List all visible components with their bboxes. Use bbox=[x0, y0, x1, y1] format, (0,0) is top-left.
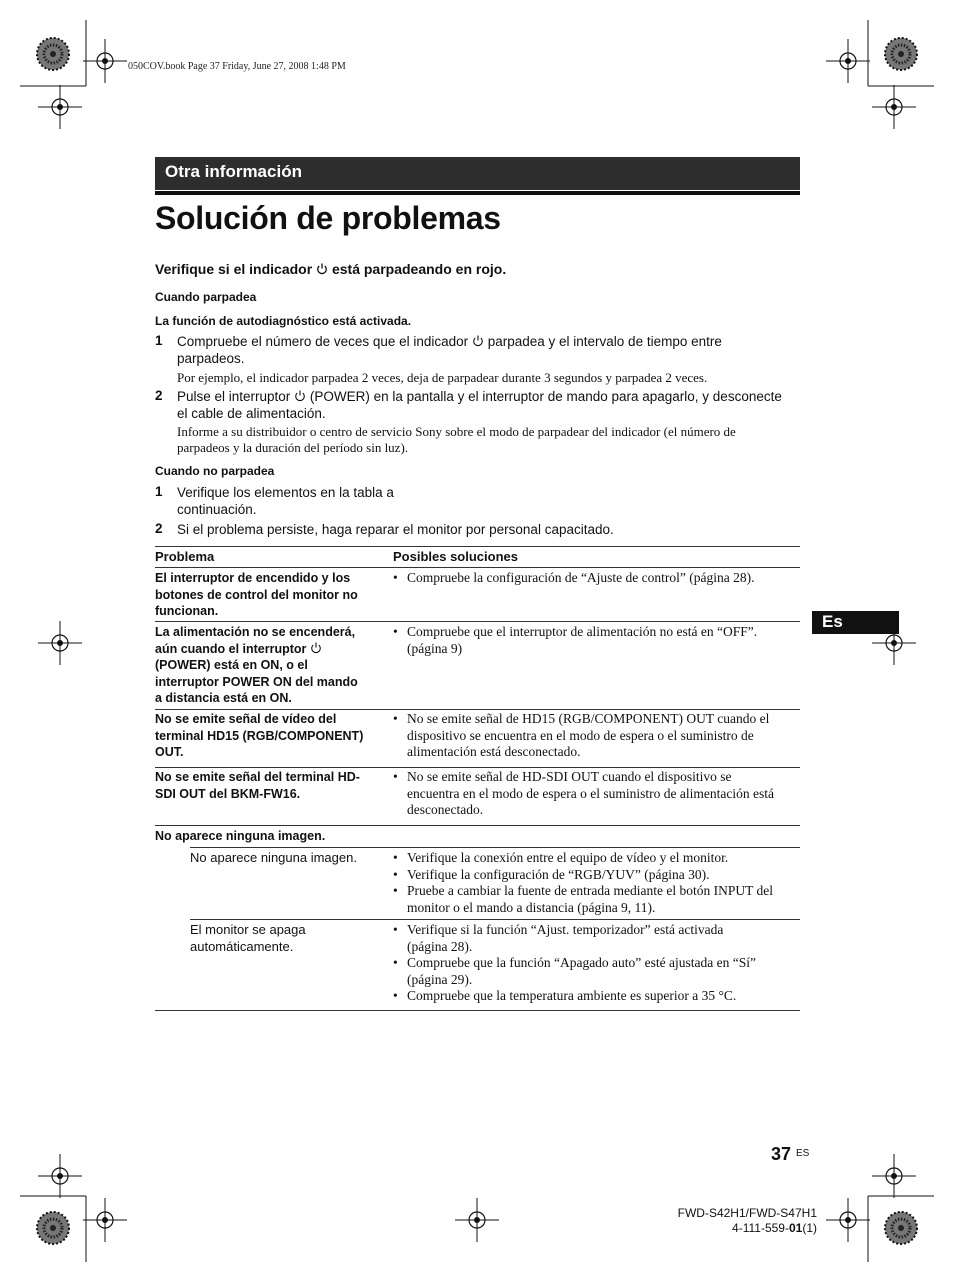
step-number: 1 bbox=[155, 484, 163, 499]
solution-item bbox=[393, 624, 798, 657]
registration-target-icon bbox=[83, 39, 127, 83]
solution-line: monitor o el mando a distancia (página 9, 11). bbox=[407, 899, 656, 915]
table-rule bbox=[190, 919, 800, 920]
registration-burst-icon bbox=[885, 1212, 917, 1244]
table-row-solutions bbox=[393, 922, 798, 1005]
solution-line: • No se emite señal de HD-SDI OUT cuando el dispositivo se bbox=[407, 769, 732, 784]
step-note: Por ejemplo, el indicador parpadea 2 veces, deja de parpadear durante 3 segundos y parpadea 2 veces. bbox=[177, 370, 708, 385]
table-row-problem bbox=[155, 624, 387, 707]
language-tab bbox=[812, 611, 899, 634]
table-row-problem bbox=[155, 570, 385, 620]
solution-line: (página 29). bbox=[407, 971, 473, 987]
solution-line: • Verifique la conexión entre el equipo de vídeo y el monitor. bbox=[407, 850, 729, 865]
step-text-part: Verifique los elementos en la tabla a bbox=[177, 485, 394, 500]
problem-line: funcionan. bbox=[155, 604, 219, 618]
registration-target-icon bbox=[872, 85, 916, 129]
step-text-part: (POWER) en la pantalla y el interruptor de mando para apagarlo, y desconecte bbox=[309, 389, 782, 404]
solution-line: • Pruebe a cambiar la fuente de entrada mediante el botón INPUT del bbox=[407, 883, 773, 898]
problem-line-part: aún cuando el interruptor bbox=[155, 641, 307, 656]
solution-line: (página 28). bbox=[407, 938, 473, 954]
registration-burst-icon bbox=[885, 38, 917, 70]
registration-target-icon bbox=[38, 1154, 82, 1198]
problem-line: botones de control del monitor no bbox=[155, 587, 358, 602]
table-rule bbox=[190, 847, 800, 848]
solution-line: Compruebe la configuración de “Ajuste de control” (página 28). bbox=[407, 570, 755, 585]
table-row-problem bbox=[190, 922, 385, 955]
solution-line: alimentación está desconectado. bbox=[407, 744, 581, 759]
problem-line: interruptor POWER ON del mando bbox=[155, 674, 358, 689]
registration-target-icon bbox=[872, 1154, 916, 1198]
problem-line: terminal HD15 (RGB/COMPONENT) bbox=[155, 728, 364, 743]
step-number: 2 bbox=[155, 388, 163, 403]
step-text-part: el cable de alimentación. bbox=[177, 406, 326, 421]
problem-line: (POWER) está en ON, o el bbox=[155, 658, 308, 672]
solution-line: dispositivo se encuentra en el modo de espera o el suministro de bbox=[407, 727, 754, 743]
solution-line: desconectado. bbox=[407, 802, 484, 817]
table-row-solutions bbox=[393, 711, 798, 761]
power-icon bbox=[310, 642, 322, 654]
registration-target-icon bbox=[38, 621, 82, 665]
table-rule bbox=[155, 709, 800, 710]
page-number: 37 bbox=[771, 1144, 792, 1164]
registration-target-icon bbox=[455, 1198, 499, 1242]
table-rule bbox=[155, 621, 800, 622]
power-icon bbox=[472, 335, 484, 347]
solution-line: • Compruebe que el interruptor de alimentación no está en “OFF”. bbox=[407, 624, 758, 639]
solution-item bbox=[393, 955, 798, 988]
language-tab-label: Es bbox=[822, 612, 843, 631]
blinking-heading: Cuando parpadea bbox=[155, 290, 257, 304]
problem-line: No aparece ninguna imagen. bbox=[190, 850, 357, 865]
problem-line bbox=[155, 641, 387, 658]
table-row-solutions bbox=[393, 570, 798, 587]
step-text-part: Pulse el interruptor bbox=[177, 389, 291, 404]
solution-line: • Compruebe que la temperatura ambiente es superior a 35 °C. bbox=[407, 988, 737, 1003]
step-text-part: parpadea y el intervalo de tiempo entre bbox=[487, 334, 722, 349]
power-icon bbox=[316, 263, 328, 275]
table-header: Problema bbox=[155, 549, 215, 564]
table-rule bbox=[155, 825, 800, 826]
problem-line: El interruptor de encendido y los bbox=[155, 571, 351, 585]
table-group-heading: No aparece ninguna imagen. bbox=[155, 829, 326, 843]
solution-item bbox=[393, 867, 798, 884]
step-text bbox=[177, 388, 802, 422]
step-text: Si el problema persiste, haga reparar el monitor por personal capacitado. bbox=[177, 522, 614, 537]
check-heading-before: Verifique si el indicador bbox=[155, 261, 313, 277]
model-number: FWD-S42H1/FWD-S47H1 bbox=[677, 1206, 817, 1220]
registration-target-icon bbox=[83, 1198, 127, 1242]
table-row-problem bbox=[155, 711, 387, 761]
solution-line: • Verifique la configuración de “RGB/YUV” (página 30). bbox=[407, 866, 710, 882]
registration-burst-icon bbox=[37, 1212, 69, 1244]
table-header: Posibles soluciones bbox=[393, 549, 518, 564]
step-text bbox=[177, 333, 797, 367]
table-row-solutions bbox=[393, 624, 798, 657]
problem-line: a distancia está en ON. bbox=[155, 691, 292, 705]
step-note-line: Informe a su distribuidor o centro de servicio Sony sobre el modo de parpadear del indicador (el número de bbox=[177, 424, 736, 439]
step-number: 2 bbox=[155, 521, 163, 536]
registration-burst-icon bbox=[37, 38, 69, 70]
solution-item bbox=[393, 988, 798, 1005]
power-icon bbox=[294, 390, 306, 402]
document-code bbox=[670, 1221, 817, 1236]
table-row-solutions bbox=[393, 769, 798, 819]
step-note bbox=[177, 424, 736, 456]
code-part: 01 bbox=[788, 1221, 803, 1235]
step-text-part: parpadeos. bbox=[177, 351, 245, 366]
model-info bbox=[670, 1206, 817, 1236]
section-bar-label: Otra información bbox=[165, 162, 302, 181]
table-row-solutions bbox=[393, 850, 798, 916]
section-bar bbox=[155, 157, 800, 190]
solution-item bbox=[393, 850, 798, 867]
check-heading-after: está parpadeando en rojo. bbox=[331, 261, 507, 277]
not-blinking-heading: Cuando no parpadea bbox=[155, 464, 275, 478]
file-info: 050COV.book Page 37 Friday, June 27, 2008 1:48 PM bbox=[128, 61, 346, 72]
solution-line: • Verifique si la función “Ajust. temporizador” está activada bbox=[407, 922, 724, 937]
solution-line: • Compruebe que la función “Apagado auto” esté ajustada en “Sí” bbox=[407, 955, 756, 970]
problem-line: SDI OUT del BKM-FW16. bbox=[155, 786, 301, 801]
problem-line: OUT. bbox=[155, 745, 184, 759]
solution-line: • No se emite señal de HD15 (RGB/COMPONENT) OUT cuando el bbox=[407, 711, 770, 726]
problem-line: No se emite señal del terminal HD- bbox=[155, 770, 360, 784]
problem-line: automáticamente. bbox=[190, 938, 294, 954]
solution-item bbox=[393, 570, 798, 587]
page-number-suffix: ES bbox=[796, 1148, 810, 1159]
code-part: 4-111-559- bbox=[732, 1221, 789, 1235]
step-note-line: parpadeos y la duración del período sin luz). bbox=[177, 440, 409, 455]
solution-item bbox=[393, 922, 798, 955]
table-rule bbox=[155, 767, 800, 768]
solution-line: encuentra en el modo de espera o el suministro de alimentación está bbox=[407, 785, 774, 801]
table-row-problem bbox=[190, 850, 385, 867]
table-rule bbox=[155, 546, 800, 547]
step-text-part: continuación. bbox=[177, 502, 257, 517]
problem-line: No se emite señal de vídeo del bbox=[155, 712, 337, 726]
page-title: Solución de problemas bbox=[155, 200, 501, 236]
step-text-part: Compruebe el número de veces que el indicador bbox=[177, 334, 469, 349]
blinking-subheading: La función de autodiagnóstico está activada. bbox=[155, 314, 412, 328]
registration-target-icon bbox=[38, 85, 82, 129]
table-rule bbox=[155, 1010, 800, 1011]
registration-target-icon bbox=[826, 39, 870, 83]
problem-line: La alimentación no se encenderá, bbox=[155, 625, 356, 639]
solution-item bbox=[393, 883, 798, 916]
solution-line: (página 9) bbox=[407, 640, 463, 656]
step-number: 1 bbox=[155, 333, 163, 348]
problem-line: El monitor se apaga bbox=[190, 922, 306, 937]
table-rule bbox=[155, 567, 800, 568]
solution-item bbox=[393, 769, 798, 819]
step-text bbox=[177, 484, 394, 518]
check-heading bbox=[155, 261, 506, 277]
section-divider bbox=[155, 191, 800, 195]
registration-target-icon bbox=[826, 1198, 870, 1242]
code-part: (1) bbox=[802, 1221, 817, 1235]
table-row-problem bbox=[155, 769, 387, 802]
solution-item bbox=[393, 711, 798, 761]
